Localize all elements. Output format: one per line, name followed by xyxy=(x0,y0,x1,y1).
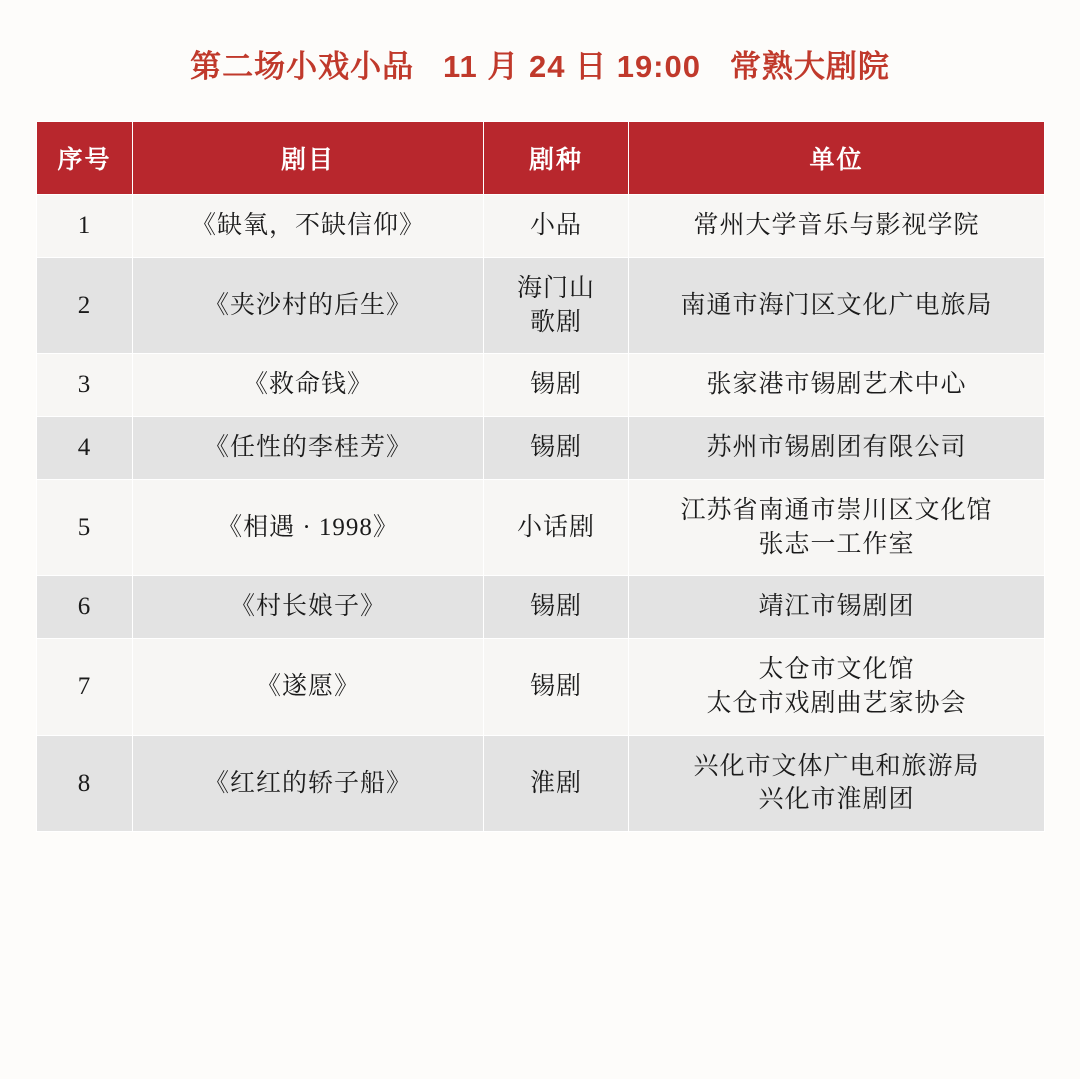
page-title: 第二场小戏小品 11 月 24 日 19:00 常熟大剧院 xyxy=(190,49,890,84)
cell-program: 《红红的轿子船》 xyxy=(133,735,484,832)
cell-genre: 小话剧 xyxy=(484,479,629,576)
cell-unit xyxy=(629,257,1045,354)
cell-genre: 淮剧 xyxy=(484,735,629,832)
cell-program: 《救命钱》 xyxy=(133,354,484,417)
cell-unit xyxy=(629,195,1045,258)
cell-program: 《村长娘子》 xyxy=(133,576,484,639)
cell-unit-line: 江苏省南通市崇川区文化馆 xyxy=(680,496,993,524)
column-header-index: 序号 xyxy=(37,122,133,195)
table-row xyxy=(37,479,1045,576)
cell-genre: 锡剧 xyxy=(484,576,629,639)
cell-genre-line: 歌剧 xyxy=(529,308,582,336)
schedule-table-container xyxy=(36,121,1044,832)
table-header xyxy=(37,122,1045,195)
cell-unit-line: 苏州市锡剧团有限公司 xyxy=(706,434,967,462)
cell-index: 7 xyxy=(37,639,133,736)
cell-index: 5 xyxy=(37,479,133,576)
cell-unit-line: 兴化市文体广电和旅游局 xyxy=(693,752,980,780)
cell-index: 8 xyxy=(37,735,133,832)
cell-genre: 锡剧 xyxy=(484,354,629,417)
table-header-row xyxy=(37,122,1045,195)
cell-genre: 锡剧 xyxy=(484,417,629,480)
cell-index: 2 xyxy=(37,257,133,354)
cell-genre: 小品 xyxy=(484,195,629,258)
table-row xyxy=(37,354,1045,417)
table-row xyxy=(37,576,1045,639)
cell-unit xyxy=(629,576,1045,639)
cell-program: 《缺氧，不缺信仰》 xyxy=(133,195,484,258)
cell-index: 4 xyxy=(37,417,133,480)
cell-unit-line: 太仓市戏剧曲艺家协会 xyxy=(706,689,967,717)
cell-unit xyxy=(629,639,1045,736)
cell-unit-line: 靖江市锡剧团 xyxy=(758,593,915,621)
table-row xyxy=(37,735,1045,832)
cell-unit-line: 兴化市淮剧团 xyxy=(758,786,915,814)
cell-index: 6 xyxy=(37,576,133,639)
cell-program: 《相遇 · 1998》 xyxy=(133,479,484,576)
table-row xyxy=(37,195,1045,258)
table-row xyxy=(37,639,1045,736)
table-body xyxy=(37,195,1045,832)
cell-unit-line: 南通市海门区文化广电旅局 xyxy=(680,291,993,319)
cell-unit-line: 太仓市文化馆 xyxy=(758,656,915,684)
schedule-table xyxy=(36,121,1045,832)
cell-unit xyxy=(629,479,1045,576)
cell-unit xyxy=(629,354,1045,417)
column-header-genre: 剧种 xyxy=(484,122,629,195)
cell-unit-line: 张家港市锡剧艺术中心 xyxy=(706,371,967,399)
cell-unit xyxy=(629,417,1045,480)
cell-index: 3 xyxy=(37,354,133,417)
cell-unit xyxy=(629,735,1045,832)
cell-program: 《夹沙村的后生》 xyxy=(133,257,484,354)
cell-index: 1 xyxy=(37,195,133,258)
column-header-unit: 单位 xyxy=(629,122,1045,195)
cell-program: 《任性的李桂芳》 xyxy=(133,417,484,480)
cell-unit-line: 常州大学音乐与影视学院 xyxy=(693,212,980,240)
cell-unit-line: 张志一工作室 xyxy=(758,530,915,558)
table-row xyxy=(37,417,1045,480)
column-header-program: 剧目 xyxy=(133,122,484,195)
table-row xyxy=(37,257,1045,354)
cell-genre xyxy=(484,257,629,354)
cell-program: 《遂愿》 xyxy=(133,639,484,736)
cell-genre: 锡剧 xyxy=(484,639,629,736)
cell-genre-line: 海门山 xyxy=(516,274,595,302)
